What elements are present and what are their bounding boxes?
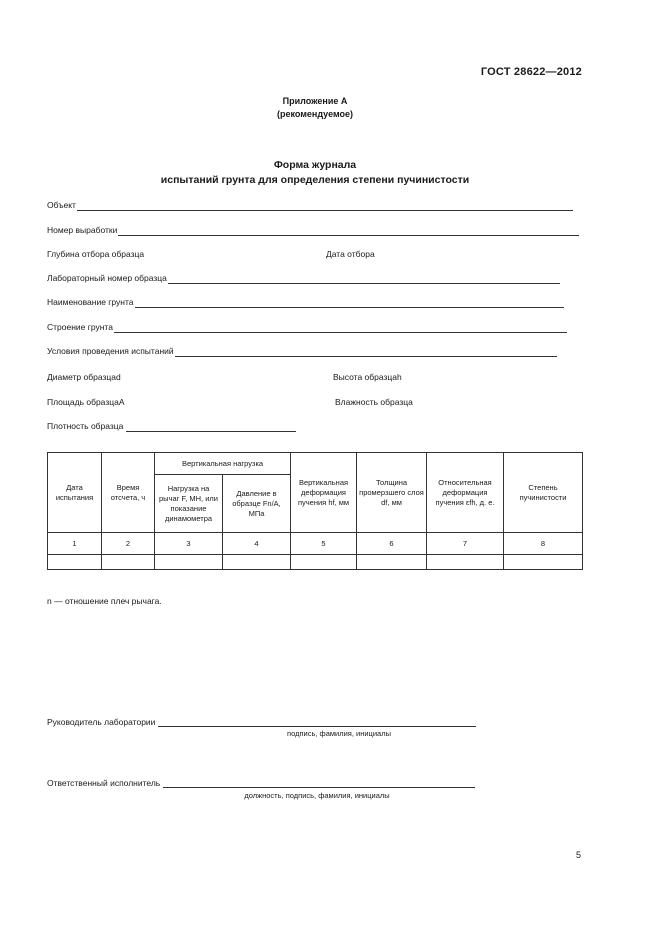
header-time: Время отсчета, ч: [102, 453, 155, 533]
field-excavation-number-label: Номер выработки: [47, 225, 118, 235]
standard-code: ГОСТ 28622—2012: [480, 66, 582, 78]
field-height: [333, 372, 565, 383]
column-number: 6: [357, 533, 427, 555]
table-cell[interactable]: [504, 555, 583, 570]
column-number: 5: [291, 533, 357, 555]
field-moisture-label: Влажность образца: [335, 397, 413, 407]
signature-executor-line[interactable]: [163, 778, 475, 788]
table-number-row: [48, 533, 583, 555]
field-sampling-depth: [47, 249, 307, 260]
table-cell[interactable]: [357, 555, 427, 570]
page-number: 5: [575, 850, 581, 860]
journal-table: [47, 452, 583, 570]
column-number: 4: [223, 533, 291, 555]
field-area-symbol: A: [118, 397, 125, 407]
column-number: 7: [427, 533, 504, 555]
field-soil-structure-line[interactable]: [114, 323, 567, 333]
table-empty-row: [48, 555, 583, 570]
field-soil-structure: [47, 322, 567, 333]
field-diameter-symbol: d: [115, 372, 121, 382]
signature-executor: [47, 778, 475, 788]
field-object: [47, 200, 573, 211]
header-date: Дата испытания: [48, 453, 102, 533]
appendix-heading: [0, 95, 630, 121]
field-test-conditions-label: Условия проведения испытаний: [47, 346, 174, 356]
field-lab-number-label: Лабораторный номер образца: [47, 273, 167, 283]
field-height-symbol: h: [397, 372, 402, 382]
field-soil-name: [47, 297, 564, 308]
form-title: [0, 158, 630, 188]
column-number: 1: [48, 533, 102, 555]
field-density-line[interactable]: [126, 422, 296, 432]
field-object-line[interactable]: [77, 201, 573, 211]
field-excavation-number: [47, 225, 579, 236]
signature-lab-head-line[interactable]: [158, 717, 476, 727]
signature-lab-head-caption: подпись, фамилия, инициалы: [287, 729, 391, 738]
field-area: [47, 397, 292, 408]
field-density: [47, 421, 296, 432]
table-cell[interactable]: [291, 555, 357, 570]
header-pressure: Давление в образце Fn/A, МПа: [223, 475, 291, 533]
field-test-conditions: [47, 346, 557, 357]
header-relative-deformation: Относительная деформация пучения εfh, д. е.: [427, 453, 504, 533]
signature-executor-caption: должность, подпись, фамилия, инициалы: [244, 791, 390, 800]
field-soil-name-label: Наименование грунта: [47, 297, 134, 307]
field-lab-number-line[interactable]: [168, 274, 560, 284]
signature-executor-label: Ответственный исполнитель: [47, 778, 161, 788]
field-area-label: Площадь образца: [47, 397, 119, 407]
column-number: 2: [102, 533, 155, 555]
header-heaving-degree: Степень пучинистости: [504, 453, 583, 533]
appendix-subtitle: (рекомендуемое): [277, 109, 353, 119]
field-height-label: Высота образца: [333, 372, 397, 382]
signature-lab-head: [47, 717, 476, 727]
table-cell[interactable]: [102, 555, 155, 570]
field-soil-name-line[interactable]: [135, 298, 564, 308]
header-vertical-load: Вертикальная нагрузка: [155, 453, 291, 475]
field-soil-structure-label: Строение грунта: [47, 322, 113, 332]
header-lever-load: Нагрузка на рычаг F, МН, или показание динамометра: [155, 475, 223, 533]
appendix-title: Приложение А: [282, 96, 348, 106]
signature-lab-head-label: Руководитель лаборатории: [47, 717, 156, 727]
field-sampling-date-label: Дата отбора: [326, 249, 375, 259]
header-frozen-layer: Толщина промерзшего слоя df, мм: [357, 453, 427, 533]
field-sampling-depth-label: Глубина отбора образца: [47, 249, 145, 259]
field-test-conditions-line[interactable]: [175, 347, 557, 357]
field-density-label: Плотность образца: [47, 421, 124, 431]
column-number: 3: [155, 533, 223, 555]
table-cell[interactable]: [427, 555, 504, 570]
form-title-line2: испытаний грунта для определения степени пучинистости: [160, 174, 470, 186]
field-diameter-label: Диаметр образца: [47, 372, 116, 382]
form-title-line1: Форма журнала: [273, 159, 357, 171]
field-lab-number: [47, 273, 560, 284]
table-cell[interactable]: [223, 555, 291, 570]
lever-ratio-note: n — отношение плеч рычага.: [47, 596, 162, 606]
field-diameter: [47, 372, 294, 383]
table-cell[interactable]: [48, 555, 102, 570]
field-moisture: [335, 397, 591, 408]
header-deformation: Вертикальная деформация пучения hf, мм: [291, 453, 357, 533]
field-excavation-number-line[interactable]: [118, 226, 579, 236]
table-cell[interactable]: [155, 555, 223, 570]
table-header-row-1: [48, 453, 583, 475]
field-sampling-date: [326, 249, 572, 260]
field-object-label: Объект: [47, 200, 76, 210]
column-number: 8: [504, 533, 583, 555]
